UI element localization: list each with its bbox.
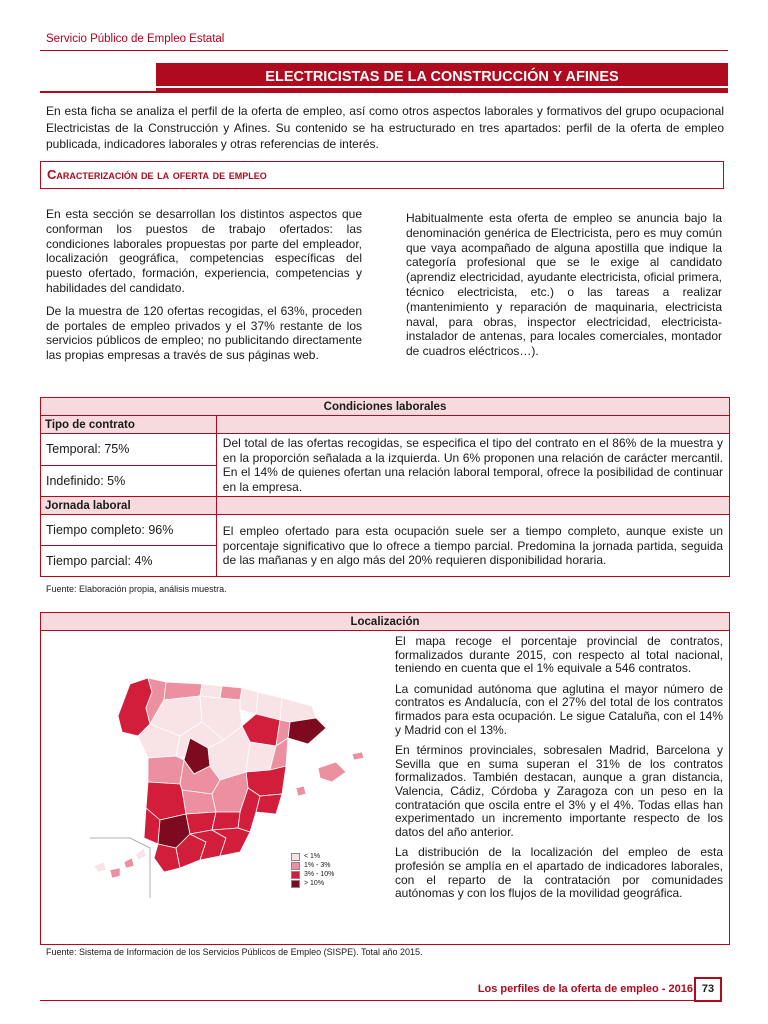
page-number: 73 — [694, 977, 722, 1002]
header-rule — [40, 50, 728, 51]
page-title: ELECTRICISTAS DE LA CONSTRUCCIÓN Y AFINES — [156, 66, 728, 88]
location-paragraph-4: La distribución de la localización del empleo de esta profesión se amplía en el apartado de indicadores laborales, con el reparto de la contratación por comunidades autónomas y con los flujos de la movilidad geográfica. — [395, 845, 723, 901]
map-region-navarra — [240, 688, 258, 714]
right-paragraph-1: Habitualmente esta oferta de empleo se anuncia bajo la denominación genérica de Electricista, pero es muy común que vaya acompañado de alguna apostilla que indique la categoría profesional que se le exige al candidato (aprendiz electricidad, ayudante electricista, oficial primera, técnico electricista, etc.) o las tareas a realizar (mantenimiento y reparación de maquinaria, electricista naval, para obras, inspector electricidad, electricista-instalador de antenas, para locales comerciales, montador de cuadros eléctricos…). — [406, 211, 722, 359]
spain-province-map — [90, 648, 380, 898]
map-canary-island-4 — [136, 848, 146, 860]
conditions-source: Fuente: Elaboración propia, análisis muestra. — [46, 584, 227, 594]
legend-swatch-1 — [291, 853, 300, 861]
map-region-ibiza — [296, 786, 306, 796]
left-paragraph-1: En esta sección se desarrollan los distintos aspectos que conforman los puestos de trabajo ofertados: las condiciones laborales propuestas por parte del empleador, localización geográfica, competencias específicas del puesto ofertado, formación, experiencia, competencias y habilidades del candidato. — [46, 207, 362, 295]
map-region-catalonia-north — [280, 698, 316, 722]
map-region-menorca — [352, 752, 364, 760]
section-heading: Caracterización de la oferta de empleo — [40, 161, 724, 189]
location-paragraph-2: La comunidad autónoma que aglutina el mayor número de contratos es Andalucía, con el 27% del total de los contratos firmados para esta ocupación. Le sigue Cataluña, con el 14% y Madrid con el 13%. — [395, 681, 723, 737]
map-region-ciudad-real — [182, 790, 216, 814]
map-canary-island-3 — [124, 858, 134, 868]
contract-type-heading-blank — [216, 416, 729, 434]
left-paragraph-2: De la muestra de 120 ofertas recogidas, el 63%, proceden de portales de empleo privados y el 37% restante de los servicios públicos de empleo; no publicitando directamente las propias empresas a través de sus páginas web. — [46, 303, 362, 363]
location-paragraph-3: En términos provinciales, sobresalen Madrid, Barcelona y Sevilla que en suma superan el 31% de los contratos formalizados. También destacan, aunque a gran distancia, Valencia, Cádiz, Córdoba y Zaragoza con un peso en la contratación que oscila entre el 3% y el 4%. Todas ellas han experimentado un incremento importante respecto de los datos del año anterior. — [395, 743, 723, 839]
map-region-jaen — [212, 812, 240, 830]
legend-label-4: > 10% — [304, 880, 325, 887]
location-source: Fuente: Sistema de Información de los Servicios Públicos de Empleo (SISPE). Total año 2015. — [46, 947, 423, 957]
legend-swatch-2 — [291, 862, 300, 870]
conditions-table — [40, 397, 730, 577]
schedule-heading: Jornada laboral — [41, 497, 217, 515]
contract-type-heading: Tipo de contrato — [41, 416, 217, 434]
section-left-column — [46, 207, 362, 371]
map-region-basque — [220, 686, 242, 700]
legend-label-2: 1% - 3% — [304, 862, 331, 869]
legend-swatch-3 — [291, 871, 300, 879]
legend-label-1: < 1% — [304, 853, 321, 860]
legend-swatch-4 — [291, 880, 300, 888]
footer-rule — [40, 1000, 694, 1001]
conditions-title: Condiciones laborales — [41, 398, 730, 416]
legend-label-3: 3% - 10% — [304, 871, 335, 878]
header-organization: Servicio Público de Empleo Estatal — [46, 33, 225, 45]
map-canary-island-2 — [110, 868, 120, 878]
schedule-description: El empleo ofertado para esta ocupación suele ser a tiempo completo, aunque existe un porcentaje significativo que lo ofrece a tiempo parcial. Predomina la jornada partida, seguida de las mañanas y en algo más del 20% requieren disponibilidad horaria. — [216, 515, 729, 577]
location-text — [395, 635, 723, 908]
map-region-caceres — [148, 756, 184, 784]
map-region-barcelona — [288, 718, 326, 744]
schedule-part-time: Tiempo parcial: 4% — [41, 546, 217, 577]
intro-paragraph: En esta ficha se analiza el perfil de la oferta de empleo, así como otros aspectos laborales y formativos del grupo ocupacional Electricistas de la Construcción y Afines. Su contenido se ha estructurado en tres apartados: perfil de la oferta de empleo publicada, indicadores laborales y otras referencias de interés. — [46, 104, 724, 151]
contract-temporal: Temporal: 75% — [41, 434, 217, 466]
title-underline — [40, 91, 728, 93]
section-right-column — [406, 211, 722, 359]
footer-title: Los perfiles de la oferta de empleo - 2016 — [477, 983, 693, 995]
map-region-cantabria — [200, 684, 222, 698]
schedule-heading-blank — [216, 497, 729, 515]
map-region-mallorca — [318, 762, 346, 782]
map-canary-island-1 — [94, 862, 106, 872]
contract-description: Del total de las ofertas recogidas, se especifica el tipo del contrato en el 86% de la muestra y en la proporción señalada a la izquierda. Un 6% proponen una relación de carácter mercantil. En el 14% de quienes ofertan una relación laboral temporal, ofrece la posibilidad de continuar en la empresa. — [216, 434, 729, 497]
contract-indefinido: Indefinido: 5% — [41, 465, 217, 497]
schedule-full-time: Tiempo completo: 96% — [41, 515, 217, 546]
location-title: Localización — [41, 613, 729, 631]
location-paragraph-1: El mapa recoge el porcentaje provincial de contratos, formalizados durante 2015, con respecto al total nacional, teniendo en cuenta que el 1% equivale a 546 contratos. — [395, 634, 723, 676]
